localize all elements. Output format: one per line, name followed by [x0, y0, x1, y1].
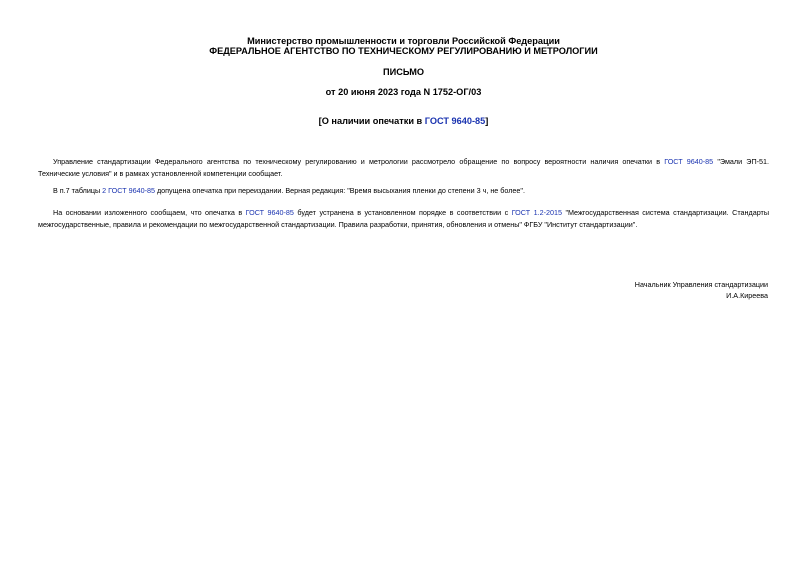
- document-type: ПИСЬМО: [382, 67, 425, 77]
- paragraph-1-text-a: Управление стандартизации Федерального агентства по техническому регулированию и метрологии рассмотрело обращение по вопросу вероятности наличия опечатки в: [53, 157, 665, 166]
- paragraph-3-text-a: На основании изложенного сообщаем, что опечатка в: [53, 208, 246, 217]
- subject-suffix: ]: [485, 116, 489, 126]
- paragraph-2-text-b: допущена опечатка при переиздании. Верная редакция: "Время высыхания пленки до степени 3 ч, не более".: [154, 186, 525, 195]
- document-subject: [0, 116, 807, 127]
- paragraph-3-text-c: "Межгосударственная система стандартизации. Стандарты межгосударственные, правила и рекомендации по межгосударственной стандартизации. Правила разработки, принятия, обновления и отмены" ФГБУ "Институт стандартизации".: [38, 208, 770, 229]
- paragraph-3-text-b: будет устранена в установленном порядке в соответствии с: [293, 208, 512, 217]
- ministry-title: Министерство промышленности и торговли Российской Федерации: [247, 36, 560, 46]
- paragraph-1-gost-link[interactable]: ГОСТ 9640-85: [664, 157, 714, 166]
- signature-position: Начальник Управления стандартизации: [634, 280, 768, 289]
- signature-name: И.А.Киреева: [726, 291, 768, 300]
- paragraph-3-gost-1-2-link[interactable]: ГОСТ 1.2-2015: [511, 208, 562, 217]
- subject-gost-link[interactable]: ГОСТ 9640-85: [424, 116, 486, 126]
- paragraph-3-gost-link[interactable]: ГОСТ 9640-85: [245, 208, 294, 217]
- subject-prefix: [О наличии опечатки в: [318, 116, 425, 126]
- paragraph-3: [38, 207, 769, 231]
- paragraph-2-text-a: В п.7 таблицы: [53, 186, 103, 195]
- paragraph-1-text-b: "Эмали ЭП-51. Технические условия" и в рамках установленной компетенции сообщает.: [38, 157, 769, 178]
- paragraph-1: [38, 156, 769, 180]
- agency-title: ФЕДЕРАЛЬНОЕ АГЕНТСТВО ПО ТЕХНИЧЕСКОМУ РЕГУЛИРОВАНИЮ И МЕТРОЛОГИИ: [209, 46, 598, 56]
- document-date-number: от 20 июня 2023 года N 1752-ОГ/03: [325, 87, 482, 97]
- paragraph-2: [38, 185, 769, 197]
- paragraph-2-gost-link[interactable]: 2 ГОСТ 9640-85: [102, 186, 155, 195]
